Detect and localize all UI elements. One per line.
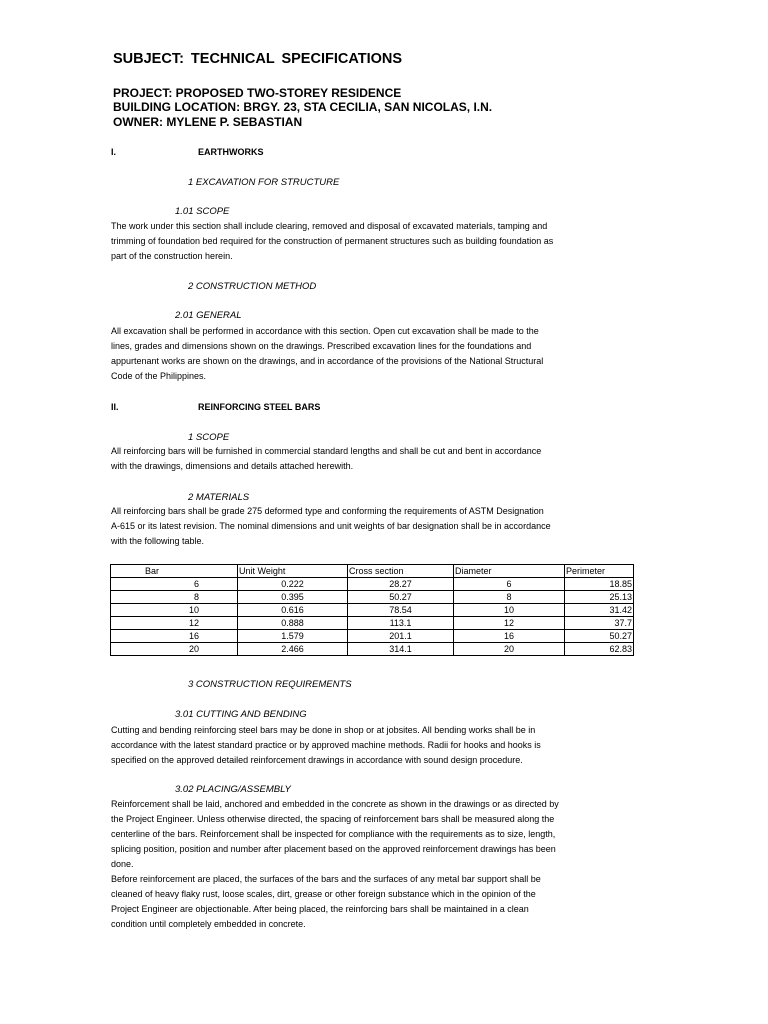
paragraph-line: A-615 or its latest revision. The nominal dimensions and unit weights of bar designation shall be in accordance — [111, 521, 551, 531]
paragraph-line: centerline of the bars. Reinforcement shall be inspected for compliance with the requirements as to size, length, — [111, 829, 556, 839]
table-row — [111, 591, 634, 604]
paragraph-line: Project Engineer are objectionable. After being placed, the reinforcing bars shall be maintained in a clean — [111, 904, 529, 914]
paragraph-line: the Project Engineer. Unless otherwise directed, the spacing of reinforcement bars shall be measured along the — [111, 814, 555, 824]
paragraph-line: The work under this section shall include clearing, removed and disposal of excavated materials, tamping and — [111, 221, 548, 231]
column-header-cross-section: Cross section — [348, 565, 454, 578]
building-location: BUILDING LOCATION: BRGY. 23, STA CECILIA, SAN NICOLAS, I.N. — [113, 100, 493, 114]
section-1-title: EARTHWORKS — [198, 147, 264, 157]
table-cell: 10 — [454, 604, 565, 617]
table-row — [111, 617, 634, 630]
table-row — [111, 643, 634, 656]
paragraph-line: specified on the approved detailed reinforcement drawings in accordance with sound design procedure. — [111, 755, 523, 765]
subsection-materials-heading: 2 MATERIALS — [188, 492, 250, 503]
rebar-materials-paragraph — [111, 504, 611, 549]
column-header-unit-weight: Unit Weight — [238, 565, 348, 578]
table-header-row — [111, 565, 634, 578]
table-cell: 62.83 — [565, 643, 634, 656]
table-cell: 12 — [111, 617, 238, 630]
owner-name: OWNER: MYLENE P. SEBASTIAN — [113, 115, 303, 129]
subsection-rebar-scope-heading: 1 SCOPE — [188, 432, 230, 443]
paragraph-line: Code of the Philippines. — [111, 371, 207, 381]
table-cell: 0.395 — [238, 591, 348, 604]
table-cell: 78.54 — [348, 604, 454, 617]
table-row — [111, 604, 634, 617]
subsection-excavation-heading: 1 EXCAVATION FOR STRUCTURE — [188, 177, 340, 188]
table-cell: 16 — [454, 630, 565, 643]
paragraph-line: Cutting and bending reinforcing steel bars may be done in shop or at jobsites. All bending works shall be in — [111, 725, 536, 735]
project-name: PROJECT: PROPOSED TWO-STOREY RESIDENCE — [113, 86, 402, 100]
paragraph-line: accordance with the latest standard practice or by approved machine methods. Radii for hooks and hooks is — [111, 740, 541, 750]
table-cell: 314.1 — [348, 643, 454, 656]
table-cell: 31.42 — [565, 604, 634, 617]
paragraph-line: condition until completely embedded in concrete. — [111, 919, 306, 929]
paragraph-line: with the drawings, dimensions and details attached herewith. — [111, 461, 354, 471]
column-header-perimeter: Perimeter — [565, 565, 634, 578]
document-subject: SUBJECT: TECHNICAL SPECIFICATIONS — [113, 51, 403, 67]
paragraph-line: part of the construction herein. — [111, 251, 233, 261]
table-cell: 1.579 — [238, 630, 348, 643]
placing-assembly-paragraph — [111, 797, 611, 932]
table-cell: 18.85 — [565, 578, 634, 591]
paragraph-line: splicing position, position and number after placement based on the approved reinforcement drawings has been — [111, 844, 556, 854]
table-cell: 50.27 — [565, 630, 634, 643]
rebar-scope-paragraph — [111, 444, 611, 474]
paragraph-line: cleaned of heavy flaky rust, loose scales, dirt, grease or other foreign substance which in the opinion of the — [111, 889, 536, 899]
table-cell: 201.1 — [348, 630, 454, 643]
paragraph-line: Before reinforcement are placed, the surfaces of the bars and the surfaces of any metal bar support shall be — [111, 874, 541, 884]
table-cell: 20 — [454, 643, 565, 656]
earthworks-scope-paragraph — [111, 219, 611, 264]
table-row — [111, 630, 634, 643]
table-cell: 113.1 — [348, 617, 454, 630]
rebar-properties-table — [110, 564, 634, 656]
section-2-number: II. — [111, 402, 119, 412]
column-header-diameter: Diameter — [454, 565, 565, 578]
paragraph-line: lines, grades and dimensions shown on the drawings. Prescribed excavation lines for the foundations and — [111, 341, 532, 351]
earthworks-general-paragraph — [111, 324, 611, 384]
table-cell: 6 — [454, 578, 565, 591]
subsection-3-01-cutting-heading: 3.01 CUTTING AND BENDING — [175, 709, 307, 720]
paragraph-line: Reinforcement shall be laid, anchored and embedded in the concrete as shown in the drawings or as directed by — [111, 799, 559, 809]
subsection-construction-requirements-heading: 3 CONSTRUCTION REQUIREMENTS — [188, 679, 352, 690]
table-cell: 8 — [111, 591, 238, 604]
subsection-1-01-scope-heading: 1.01 SCOPE — [175, 206, 230, 217]
column-header-bar: Bar — [111, 565, 238, 578]
subsection-construction-method-heading: 2 CONSTRUCTION METHOD — [188, 281, 317, 292]
table-cell: 25.13 — [565, 591, 634, 604]
subsection-3-02-placing-heading: 3.02 PLACING/ASSEMBLY — [175, 784, 291, 795]
paragraph-line: done. — [111, 859, 134, 869]
paragraph-line: All reinforcing bars shall be grade 275 deformed type and conforming the requirements of ASTM Designation — [111, 506, 544, 516]
paragraph-line: All reinforcing bars will be furnished in commercial standard lengths and shall be cut and bent in accordance — [111, 446, 542, 456]
table-cell: 50.27 — [348, 591, 454, 604]
table-cell: 0.616 — [238, 604, 348, 617]
table-cell: 20 — [111, 643, 238, 656]
table-cell: 0.222 — [238, 578, 348, 591]
table-cell: 16 — [111, 630, 238, 643]
paragraph-line: with the following table. — [111, 536, 205, 546]
table-cell: 37.7 — [565, 617, 634, 630]
paragraph-line: trimming of foundation bed required for the construction of permanent structures such as building foundation as — [111, 236, 554, 246]
table-cell: 2.466 — [238, 643, 348, 656]
subsection-2-01-general-heading: 2.01 GENERAL — [175, 310, 242, 321]
paragraph-line: appurtenant works are shown on the drawings, and in accordance of the provisions of the National Structural — [111, 356, 544, 366]
table-cell: 6 — [111, 578, 238, 591]
cutting-bending-paragraph — [111, 723, 611, 768]
table-cell: 0.888 — [238, 617, 348, 630]
section-2-title: REINFORCING STEEL BARS — [198, 402, 321, 412]
paragraph-line: All excavation shall be performed in accordance with this section. Open cut excavation shall be made to the — [111, 326, 539, 336]
section-1-number: I. — [111, 147, 117, 157]
table-cell: 12 — [454, 617, 565, 630]
table-cell: 10 — [111, 604, 238, 617]
table-row — [111, 578, 634, 591]
table-cell: 8 — [454, 591, 565, 604]
table-cell: 28.27 — [348, 578, 454, 591]
